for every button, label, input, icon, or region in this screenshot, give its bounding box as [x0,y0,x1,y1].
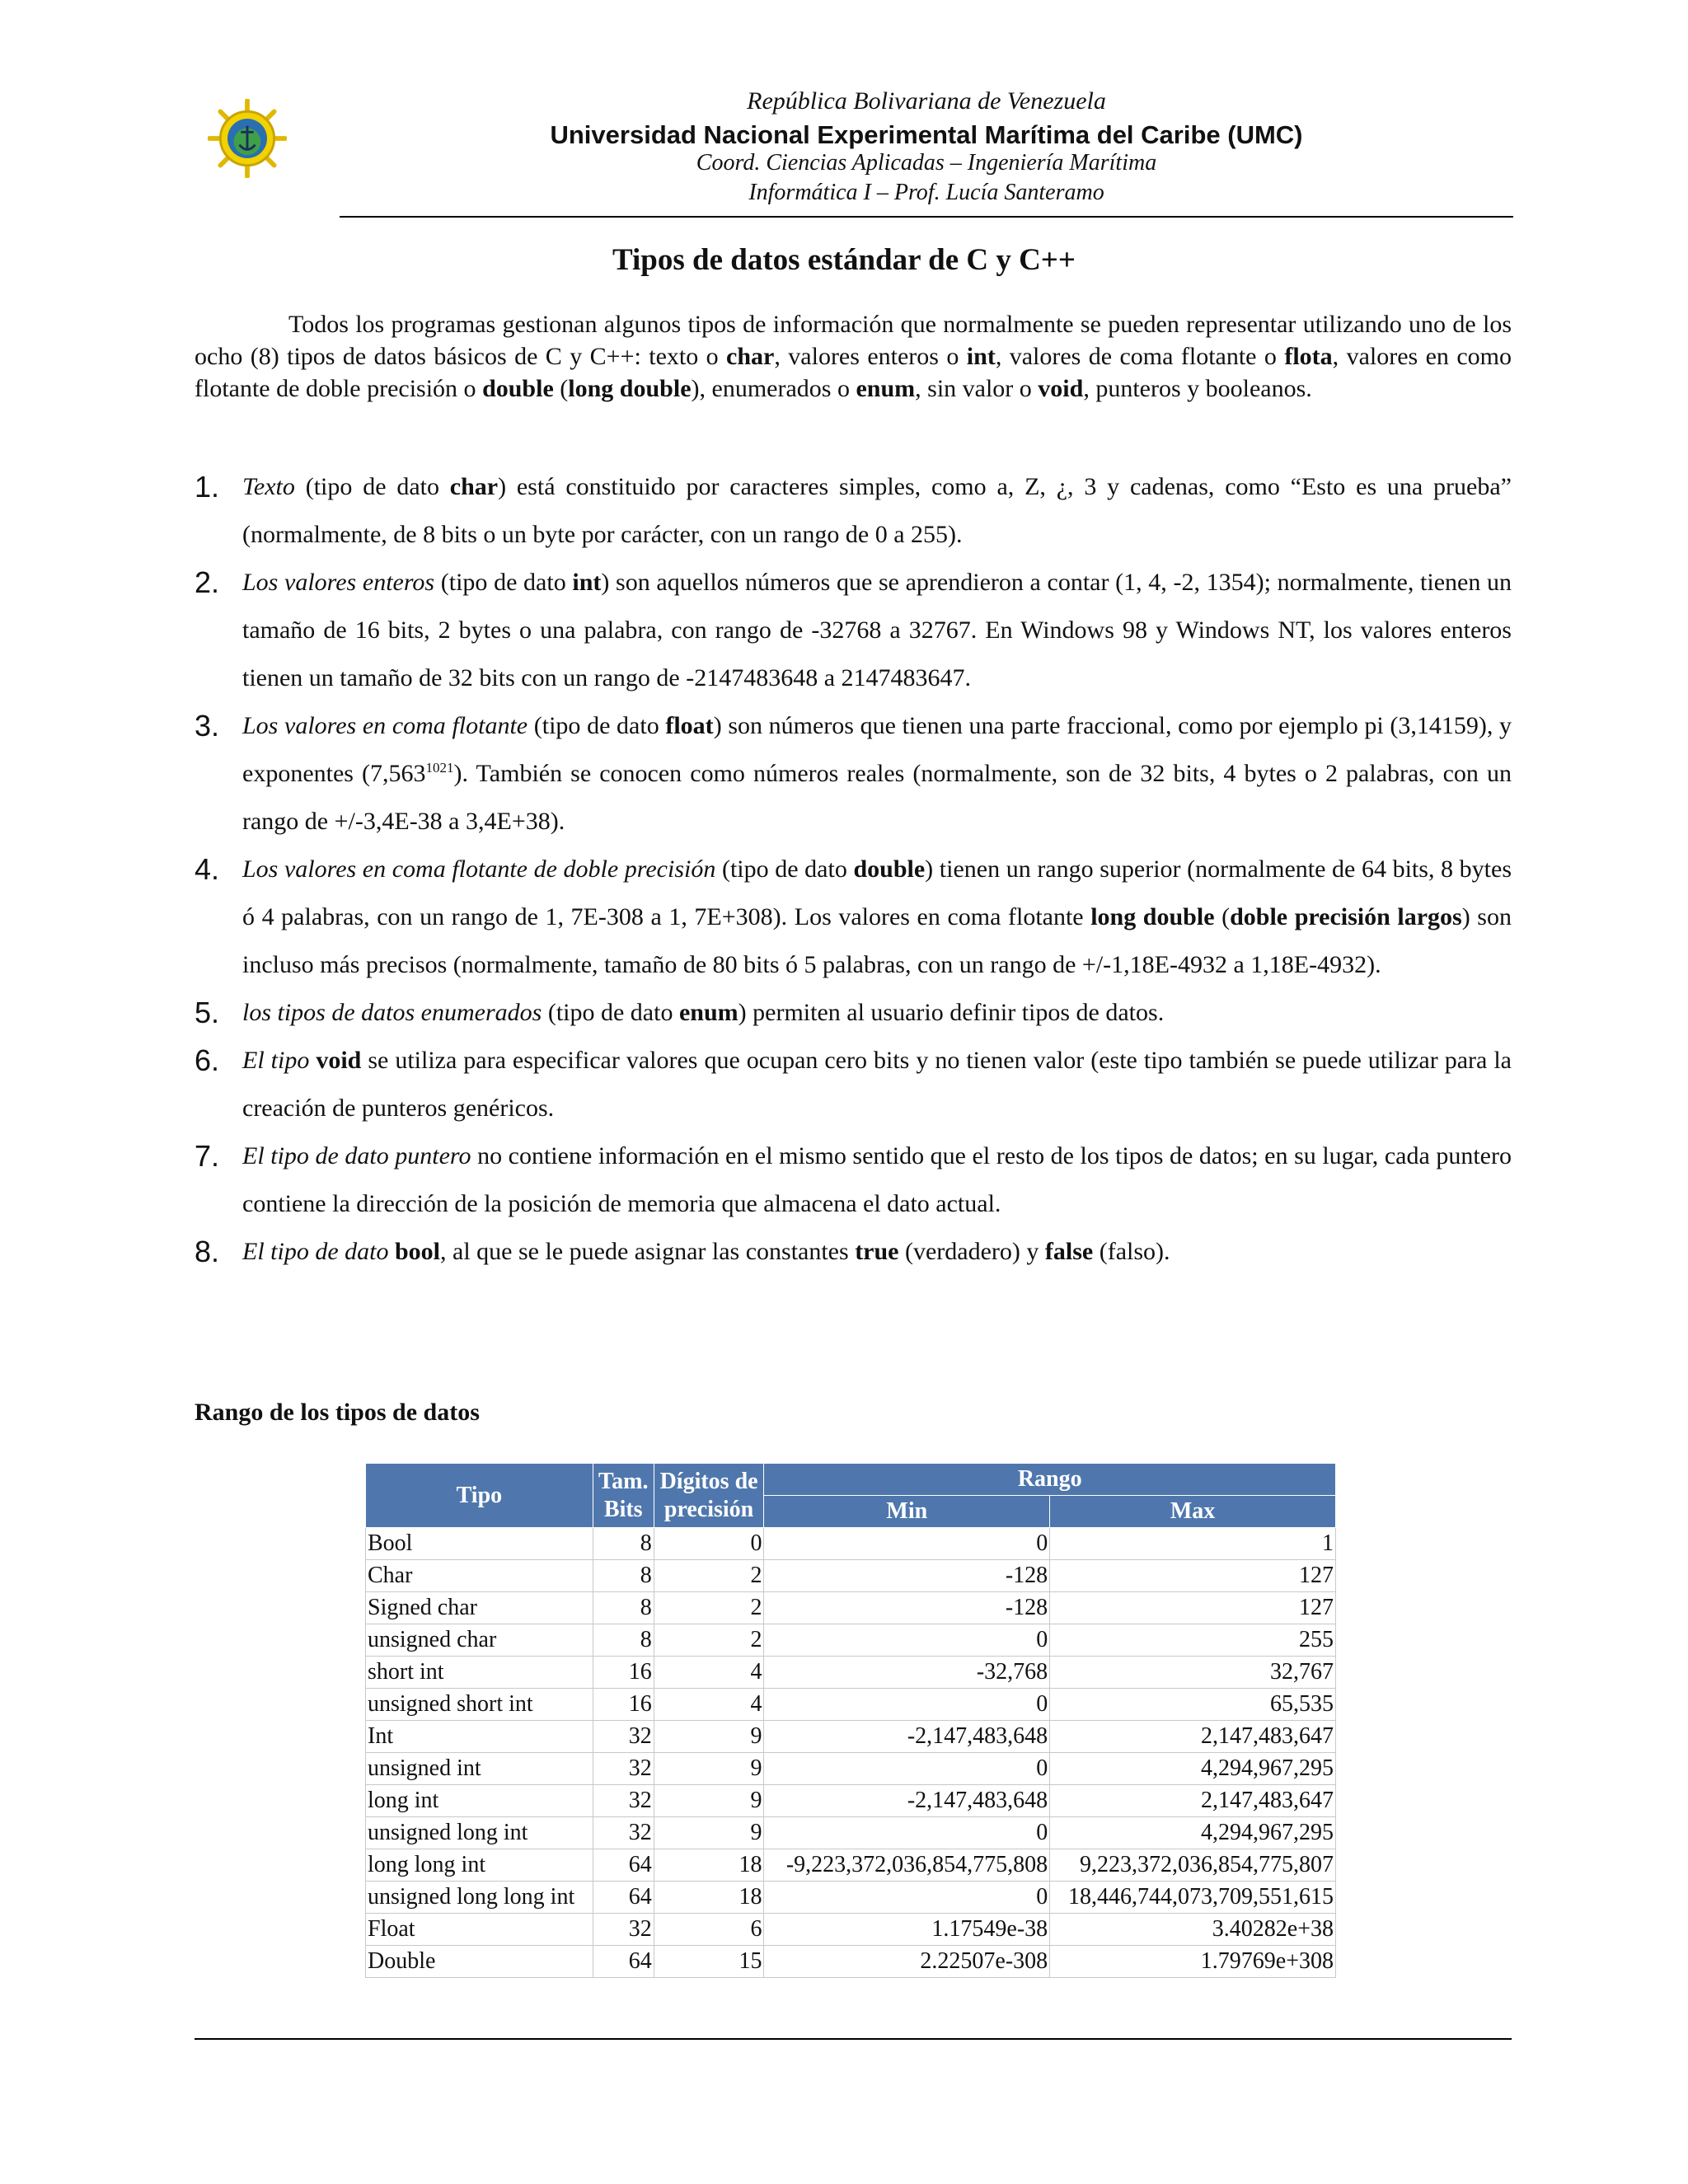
cell-min: 0 [764,1528,1050,1560]
cell-tipo: Int [366,1721,593,1753]
table-row [366,1849,1336,1882]
table-row [366,1817,1336,1849]
cell-min: 1.17549e-38 [764,1914,1050,1946]
cell-max: 2,147,483,647 [1050,1785,1336,1817]
cell-max: 9,223,372,036,854,775,807 [1050,1849,1336,1882]
cell-tam: 16 [593,1657,654,1689]
list-item: 5. los tipos de datos enumerados (tipo de dato enum) permiten al usuario definir tipos de datos. [195,996,1165,1029]
footer-divider [195,2038,1512,2040]
list-item: 3. Los valores en coma flotante (tipo de dato float) son números que tienen una parte fraccional, como por ejemplo pi (3,14159), y exponentes $(7,563^{1021})$. También se conocen como números reales (normalmente, son de 32 bits, 4 bytes o 2 palabras, con un rango de +/-3,4E-38 a 3,4E+38). [195,709,1512,835]
data-types-list [195,463,1512,1276]
cell-digitos: 18 [654,1849,764,1882]
cell-max: 18,446,744,073,709,551,615 [1050,1882,1336,1914]
table-row [366,1721,1336,1753]
cell-tipo: Signed char [366,1592,593,1624]
header-coordination: Coord. Ciencias Aplicadas – Ingeniería Marítima [696,150,1157,176]
list-item: 6. El tipo void se utiliza para especificar valores que ocupan cero bits y no tienen valor (este tipo también se puede utilizar para la creación de punteros genéricos. [195,1043,1512,1122]
cell-digitos: 2 [654,1592,764,1624]
cell-tam: 64 [593,1849,654,1882]
cell-digitos: 2 [654,1624,764,1657]
list-item: 7. El tipo de dato puntero no contiene información en el mismo sentido que el resto de los tipos de datos; en su lugar, cada puntero contiene la dirección de la posición de memoria que almacena el dato actual. [195,1139,1512,1217]
cell-tipo: unsigned long long int [366,1882,593,1914]
cell-min: 0 [764,1882,1050,1914]
data-types-table [365,1463,1336,1978]
cell-tipo: long int [366,1785,593,1817]
cell-tipo: Bool [366,1528,593,1560]
cell-min: 0 [764,1624,1050,1657]
cell-tam: 8 [593,1528,654,1560]
cell-tam: 64 [593,1882,654,1914]
header-max: Max [1050,1496,1336,1528]
list-item: 1. Texto (tipo de dato char) está constituido por caracteres simples, como a, Z, ¿, 3 y cadenas, como “Esto es una prueba” (normalmente, de 8 bits o un byte por carácter, con un rango de 0 a 255). [195,470,1512,548]
list-item: 4. Los valores en coma flotante de doble precisión (tipo de dato double) tienen un rango superior (normalmente de 64 bits, 8 bytes ó 4 palabras, con un rango de 1, 7E-308 a 1, 7E+308). Los valores en coma flotante long double (doble precisión largos) son incluso más precisos (normalmente, tamaño de 80 bits ó 5 palabras, con un rango de +/-1,18E-4932 a 1,18E-4932). [195,852,1512,978]
cell-tipo: Char [366,1560,593,1592]
cell-digitos: 9 [654,1753,764,1785]
table-row [366,1624,1336,1657]
cell-max: 1.79769e+308 [1050,1946,1336,1978]
header-tipo: Tipo [366,1464,593,1528]
cell-digitos: 9 [654,1785,764,1817]
cell-max: 4,294,967,295 [1050,1753,1336,1785]
cell-tam: 64 [593,1946,654,1978]
header-rango: Rango [764,1464,1336,1496]
cell-tam: 32 [593,1914,654,1946]
table-subtitle: Rango de los tipos de datos [195,1399,480,1426]
cell-digitos: 4 [654,1657,764,1689]
list-item: 8. El tipo de dato bool, al que se le puede asignar las constantes true (verdadero) y false (falso). [195,1235,1170,1268]
header-country: República Bolivariana de Venezuela [747,87,1106,115]
cell-tipo: Float [366,1914,593,1946]
table-row [366,1592,1336,1624]
cell-tam: 32 [593,1721,654,1753]
list-item: 2. Los valores enteros (tipo de dato int) son aquellos números que se aprendieron a contar (1, 4, -2, 1354); normalmente, tienen un tamaño de 16 bits, 2 bytes o una palabra, con rango de -32768 a 32767. En Windows 98 y Windows NT, los valores enteros tienen un tamaño de 32 bits con un rango de -2147483648 a 2147483647. [195,565,1512,691]
cell-tam: 32 [593,1817,654,1849]
table-row [366,1946,1336,1978]
table-row [366,1689,1336,1721]
cell-min: 0 [764,1689,1050,1721]
header-divider [340,216,1513,218]
cell-max: 65,535 [1050,1689,1336,1721]
cell-tipo: long long int [366,1849,593,1882]
table-row [366,1914,1336,1946]
cell-min: -9,223,372,036,854,775,808 [764,1849,1050,1882]
cell-tipo: unsigned char [366,1624,593,1657]
cell-min: 0 [764,1817,1050,1849]
cell-tipo: unsigned long int [366,1817,593,1849]
cell-min: -128 [764,1592,1050,1624]
header-tam: Tam. Bits [593,1464,654,1528]
cell-digitos: 18 [654,1882,764,1914]
cell-tipo: Double [366,1946,593,1978]
cell-digitos: 2 [654,1560,764,1592]
cell-max: 127 [1050,1560,1336,1592]
cell-tam: 8 [593,1560,654,1592]
cell-min: -2,147,483,648 [764,1721,1050,1753]
cell-digitos: 15 [654,1946,764,1978]
cell-max: 3.40282e+38 [1050,1914,1336,1946]
cell-tipo: unsigned short int [366,1689,593,1721]
intro-paragraph: Todos los programas gestionan algunos tipos de información que normalmente se pueden representar utilizando uno de los ocho (8) tipos de datos básicos de C y C++: texto o char, valores enteros o int, valores de coma flotante o flota, valores en como flotante de doble precisión o double (long double), enumerados o enum, sin valor o void, punteros y booleanos. [195,311,1512,402]
cell-max: 2,147,483,647 [1050,1721,1336,1753]
table-row [366,1528,1336,1560]
cell-min: 0 [764,1753,1050,1785]
cell-max: 255 [1050,1624,1336,1657]
cell-tam: 32 [593,1753,654,1785]
university-logo-icon [208,99,287,178]
cell-digitos: 6 [654,1914,764,1946]
cell-tam: 8 [593,1592,654,1624]
cell-digitos: 4 [654,1689,764,1721]
table-row [366,1560,1336,1592]
table-row [366,1753,1336,1785]
header-university: Universidad Nacional Experimental Marítima del Caribe (UMC) [550,120,1303,149]
cell-max: 4,294,967,295 [1050,1817,1336,1849]
table-row [366,1657,1336,1689]
cell-tam: 32 [593,1785,654,1817]
cell-min: -128 [764,1560,1050,1592]
header-digitos: Dígitos de precisión [654,1464,764,1528]
cell-digitos: 9 [654,1817,764,1849]
cell-max: 32,767 [1050,1657,1336,1689]
header-min: Min [764,1496,1050,1528]
table-row [366,1785,1336,1817]
table-row [366,1882,1336,1914]
cell-min: -2,147,483,648 [764,1785,1050,1817]
page-title: Tipos de datos estándar de C y C++ [612,243,1076,277]
cell-tam: 8 [593,1624,654,1657]
header-course: Informática I – Prof. Lucía Santeramo [748,180,1104,205]
cell-max: 1 [1050,1528,1336,1560]
cell-digitos: 9 [654,1721,764,1753]
cell-tam: 16 [593,1689,654,1721]
cell-min: 2.22507e-308 [764,1946,1050,1978]
cell-tipo: unsigned int [366,1753,593,1785]
cell-tipo: short int [366,1657,593,1689]
cell-min: -32,768 [764,1657,1050,1689]
cell-digitos: 0 [654,1528,764,1560]
cell-max: 127 [1050,1592,1336,1624]
